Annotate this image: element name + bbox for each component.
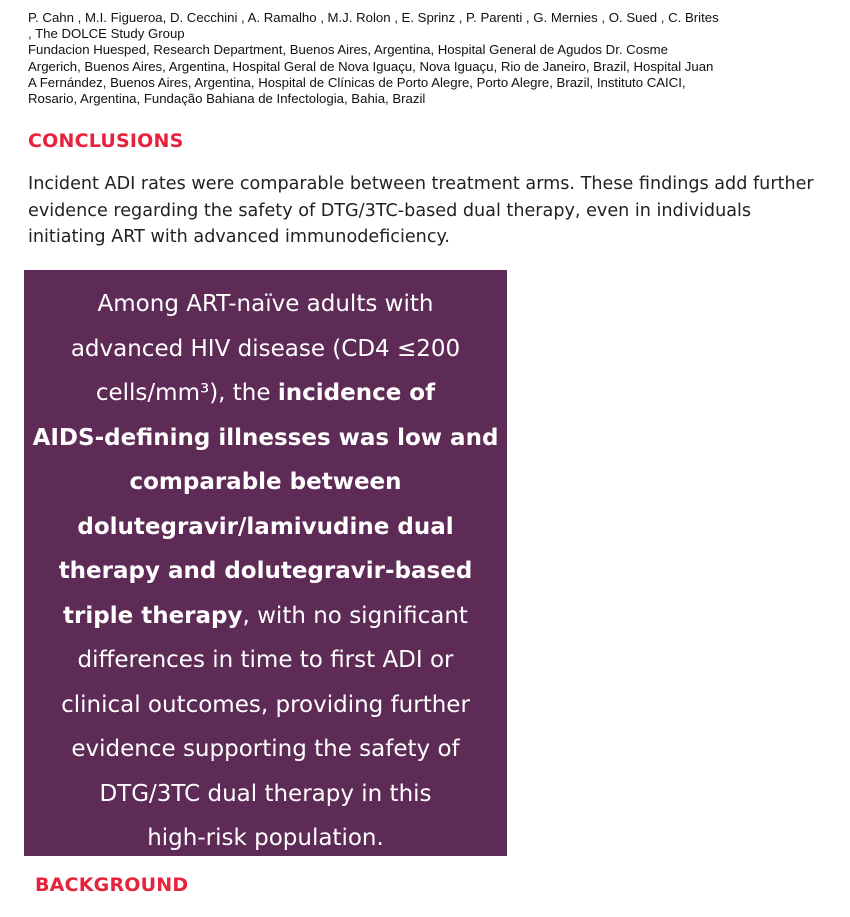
key-finding-callout bbox=[24, 270, 507, 856]
author-line: , The DOLCE Study Group bbox=[28, 26, 185, 42]
callout-line: evidence supporting the safety of bbox=[71, 736, 460, 762]
callout-line bbox=[24, 594, 507, 639]
callout-line: advanced HIV disease (CD4 ≤200 bbox=[70, 335, 461, 362]
affiliation-line: Argerich, Buenos Aires, Argentina, Hospital Geral de Nova Iguaçu, Nova Iguaçu, Rio de Janeiro, Brazil, Hospital Juan bbox=[28, 58, 714, 74]
conclusions-line: Incident ADI rates were comparable between treatment arms. These findings add further bbox=[28, 174, 814, 194]
callout-emphasis: comparable between bbox=[129, 469, 402, 495]
callout-text: , with no significant bbox=[242, 602, 468, 629]
callout-line bbox=[24, 505, 507, 550]
conclusions-heading: CONCLUSIONS bbox=[28, 130, 184, 152]
callout-emphasis: triple therapy bbox=[63, 602, 243, 629]
affiliation-line: A Fernández, Buenos Aires, Argentina, Hospital de Clínicas de Porto Alegre, Porto Alegre, Brazil, Instituto CAICI, bbox=[28, 74, 686, 90]
affiliation-line: Fundacion Huesped, Research Department, Buenos Aires, Argentina, Hospital General de Agudos Dr. Cosme bbox=[28, 42, 668, 58]
callout-emphasis: therapy and dolutegravir-based bbox=[58, 558, 473, 584]
callout-emphasis: dolutegravir/lamivudine dual bbox=[77, 513, 454, 540]
callout-line bbox=[24, 371, 507, 416]
callout-line: high-risk population. bbox=[147, 825, 384, 851]
author-affiliation-block bbox=[28, 10, 838, 107]
conclusions-paragraph bbox=[28, 171, 843, 251]
conclusions-line: evidence regarding the safety of DTG/3TC-based dual therapy, even in individuals bbox=[28, 200, 752, 221]
background-heading: BACKGROUND bbox=[35, 874, 189, 896]
author-line: P. Cahn , M.I. Figueroa, D. Cecchini , A. Ramalho , M.J. Rolon , E. Sprinz , P. Parenti , G. Mernies , O. Sued , C. Brites bbox=[28, 10, 719, 25]
callout-line bbox=[24, 549, 507, 594]
callout-line: DTG/3TC dual therapy in this bbox=[99, 780, 432, 807]
callout-line bbox=[24, 460, 507, 505]
callout-emphasis: incidence of bbox=[277, 380, 436, 406]
callout-emphasis: AIDS-defining illnesses was low and bbox=[32, 424, 499, 451]
callout-line: clinical outcomes, providing further bbox=[61, 691, 470, 718]
callout-line: differences in time to first ADI or bbox=[77, 647, 454, 673]
affiliation-line: Rosario, Argentina, Fundação Bahiana de Infectologia, Bahia, Brazil bbox=[28, 91, 426, 107]
callout-text: cells/mm³), the bbox=[95, 380, 278, 406]
callout-line: Among ART-naïve adults with bbox=[97, 291, 434, 317]
conclusions-line: initiating ART with advanced immunodeficiency. bbox=[28, 227, 450, 247]
callout-line bbox=[24, 416, 507, 461]
